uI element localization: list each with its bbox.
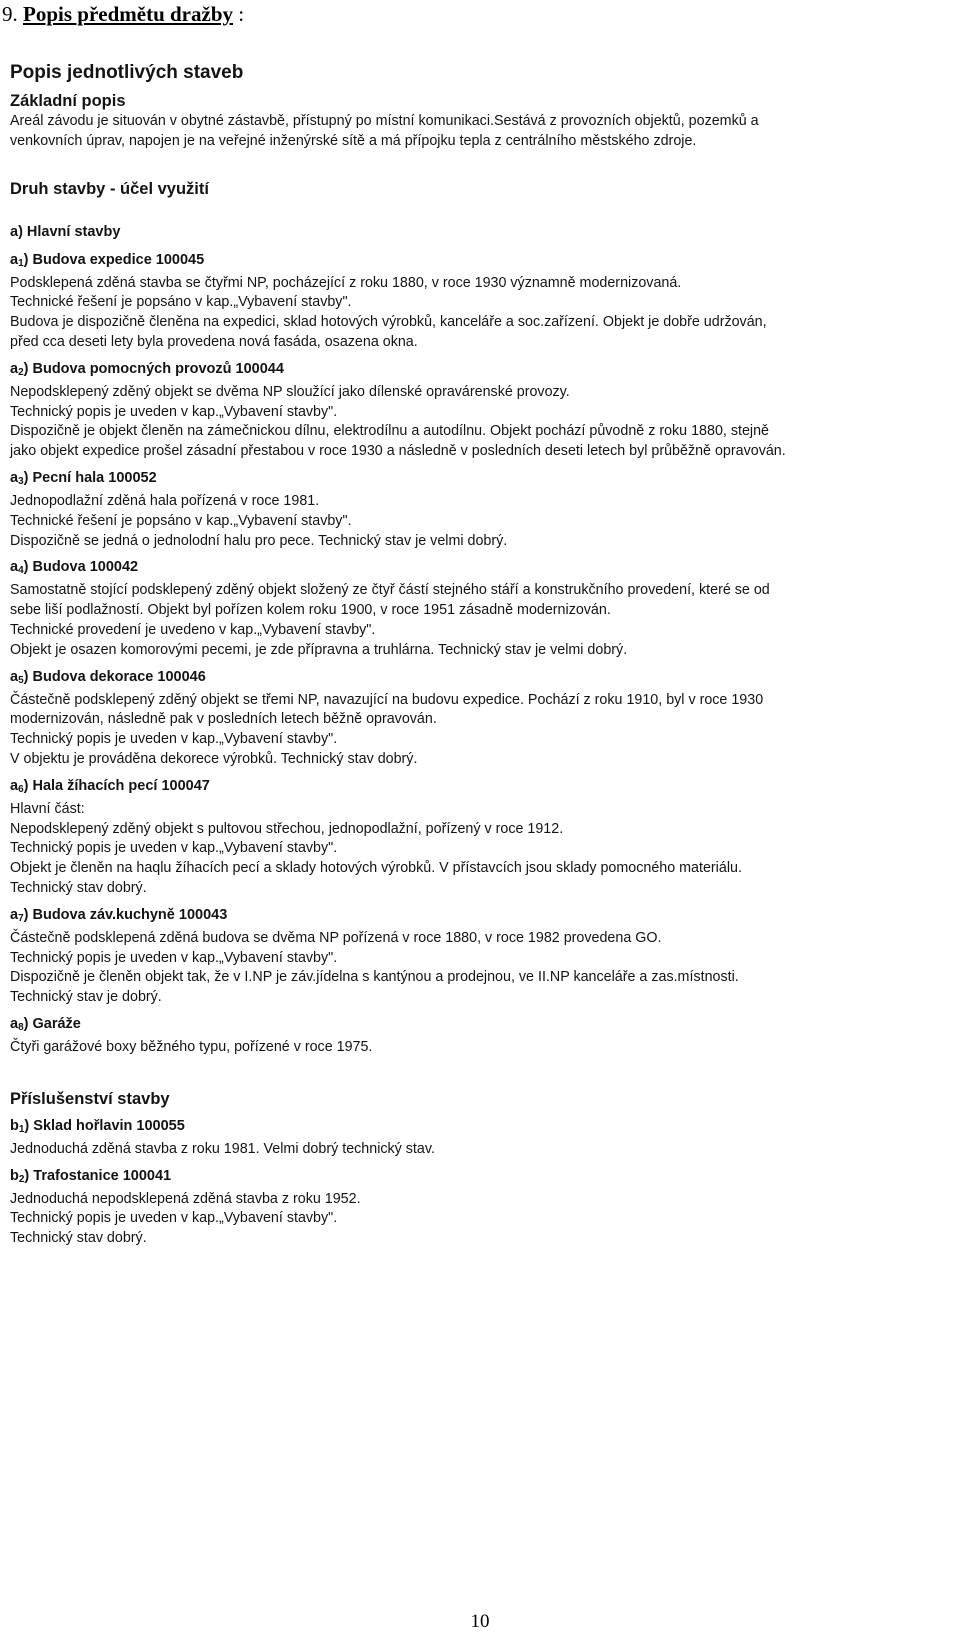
building-section	[10, 1014, 955, 1058]
building-section	[10, 905, 955, 1008]
text-line: Technický popis je uveden v kap.„Vybavení stavby".	[10, 949, 338, 966]
building-title-label: ) Pecní hala 100052	[23, 469, 157, 486]
text-line: modernizován, následně pak v posledních letech běžně opravován.	[10, 711, 437, 728]
main-building-sections	[10, 250, 955, 1058]
building-title-label: ) Budova pomocných provozů 100044	[23, 360, 284, 377]
text-line: Dispozičně se jedná o jednolodní halu pro pece. Technický stav je velmi dobrý.	[10, 532, 508, 549]
text-line: sebe liší podlažností. Objekt byl pořízen kolem roku 1900, v roce 1951 zásadně modernizován.	[10, 602, 611, 619]
building-section	[10, 667, 955, 770]
building-title-index: 7	[18, 912, 24, 924]
text-line: Hlavní část:	[10, 800, 85, 817]
main-heading: a) Hlavní stavby	[10, 223, 121, 240]
building-title-index: 1	[18, 1123, 25, 1135]
accessories-heading: Příslušenství stavby	[10, 1089, 170, 1108]
text-line: Dispozičně je objekt členěn na zámečnickou dílnu, elektrodílnu a autodílnu. Objekt pochází původně z roku 1880, stejně	[10, 423, 770, 440]
building-section	[10, 1116, 955, 1160]
basic-text	[10, 112, 955, 152]
section-number: 9.	[2, 2, 18, 26]
building-title-prefix: a	[10, 559, 19, 576]
text-line: Samostatně stojící podsklepený zděný objekt složený ze čtyř částí stejného stáří a konstrukčního provedení, které se od	[10, 582, 770, 599]
text-line: Technický popis je uveden v kap.„Vybavení stavby".	[10, 1210, 338, 1227]
building-title-label: ) Budova expedice 100045	[23, 251, 205, 268]
text-line: Technické řešení je popsáno v kap.„Vybavení stavby".	[10, 294, 352, 311]
building-title-index: 3	[18, 475, 24, 487]
text-line: V objektu je prováděna dekorece výrobků. Technický stav dobrý.	[10, 750, 418, 767]
building-title-prefix: a	[10, 906, 19, 923]
text-line: jako objekt expedice prošel zásadní přestabou v roce 1930 a následně v posledních deseti letech byl průběžně opravován.	[10, 443, 786, 460]
text-line: Dispozičně je členěn objekt tak, že v I.NP je záv.jídelna s kantýnou a prodejnou, ve II.NP kanceláře a zas.místnosti.	[10, 969, 739, 986]
basic-heading: Základní popis	[10, 92, 126, 110]
building-title-index: 5	[18, 674, 24, 686]
building-title-label: ) Sklad hořlavin 100055	[24, 1117, 185, 1134]
text-line: Čtyři garážové boxy běžného typu, pořízené v roce 1975.	[10, 1038, 373, 1055]
building-title	[10, 468, 955, 492]
building-title-prefix: b	[10, 1117, 19, 1134]
text-line: Technický popis je uveden v kap.„Vybavení stavby".	[10, 840, 338, 857]
text-line: Objekt je členěn na haqlu žíhacích pecí a sklady hotových výrobků. V přístavcích jsou sklady pomocného materiálu.	[10, 860, 742, 877]
building-title	[10, 557, 955, 581]
text-line: Částečně podsklepený zděný objekt se třemi NP, navazující na budovu expedice. Pochází z roku 1910, byl v roce 1930	[10, 691, 764, 708]
building-title	[10, 1166, 955, 1190]
building-title-label: ) Trafostanice 100041	[24, 1167, 172, 1184]
building-title-index: 6	[18, 783, 24, 795]
accessory-sections	[10, 1116, 955, 1249]
building-title	[10, 1116, 955, 1140]
text-line: Jednoduchá nepodsklepená zděná stavba z roku 1952.	[10, 1190, 361, 1207]
text-line: Technický popis je uveden v kap.„Vybavení stavby".	[10, 731, 338, 748]
building-title-label: ) Budova dekorace 100046	[23, 668, 206, 685]
druh-heading: Druh stavby - účel využití	[10, 179, 209, 198]
text-line: Jednopodlažní zděná hala pořízená v roce 1981.	[10, 492, 320, 509]
building-section	[10, 250, 955, 353]
building-title-prefix: a	[10, 1015, 19, 1032]
scanned-document	[10, 61, 955, 1249]
building-title-label: ) Budova záv.kuchyně 100043	[23, 906, 228, 923]
building-section	[10, 359, 955, 462]
building-title-index: 4	[18, 565, 24, 577]
building-title	[10, 1014, 955, 1038]
text-line: Technické řešení je popsáno v kap.„Vybavení stavby".	[10, 512, 352, 529]
text-line: Nepodsklepený zděný objekt se dvěma NP sloužící jako dílenské opravárenské provozy.	[10, 383, 570, 400]
building-section	[10, 776, 955, 899]
building-title-label: ) Budova 100042	[23, 559, 139, 576]
building-title-prefix: a	[10, 668, 19, 685]
text-line: Technický stav dobrý.	[10, 1230, 147, 1247]
text-line: Technický stav je dobrý.	[10, 989, 162, 1006]
section-colon: :	[238, 2, 245, 26]
text-line: Technický popis je uveden v kap.„Vybavení stavby".	[10, 403, 338, 420]
building-title	[10, 250, 955, 274]
building-title-index: 2	[18, 366, 24, 378]
building-title-index: 2	[18, 1173, 25, 1185]
text-line: Částečně podsklepená zděná budova se dvěma NP pořízená v roce 1880, v roce 1982 provedena GO.	[10, 929, 662, 946]
building-title-prefix: a	[10, 360, 19, 377]
building-title	[10, 667, 955, 691]
text-line: Objekt je osazen komorovými pecemi, je zde přípravna a truhlárna. Technický stav je velmi dobrý.	[10, 641, 628, 658]
building-title-label: ) Garáže	[23, 1015, 81, 1032]
text-line: před cca deseti lety byla provedena nová fasáda, osazena okna.	[10, 333, 418, 350]
building-title-prefix: a	[10, 469, 19, 486]
text-line: Budova je dispozičně členěna na expedici, sklad hotových výrobků, kanceláře a soc.zařízení. Objekt je dobře udržován,	[10, 314, 767, 331]
building-title-index: 1	[18, 257, 24, 269]
text-line: Areál závodu je situován v obytné zástavbě, přístupný po místní komunikaci.Sestává z provozních objektů, pozemků a	[10, 113, 759, 129]
building-title-prefix: b	[10, 1167, 19, 1184]
text-line: venkovních úprav, napojen je na veřejné inženýrské sítě a má přípojku tepla z centrálního městského zdroje.	[10, 132, 697, 149]
text-line: Jednoduchá zděná stavba z roku 1981. Velmi dobrý technický stav.	[10, 1140, 435, 1157]
building-title-prefix: a	[10, 777, 19, 794]
document-title: Popis jednotlivých staveb	[10, 62, 244, 83]
building-title	[10, 359, 955, 383]
text-line: Technické provedení je uvedeno v kap.„Vybavení stavby".	[10, 621, 376, 638]
building-section	[10, 468, 955, 551]
text-line: Podsklepená zděná stavba se čtyřmi NP, pocházející z roku 1880, v roce 1930 významně modernizovaná.	[10, 274, 682, 291]
page-number: 10	[470, 1611, 490, 1632]
section-title: Popis předmětu dražby	[23, 2, 233, 26]
building-title	[10, 776, 955, 800]
building-title-index: 8	[18, 1021, 24, 1033]
text-line: Nepodsklepený zděný objekt s pultovou střechou, jednopodlažní, pořízený v roce 1912.	[10, 820, 564, 837]
building-title-prefix: a	[10, 251, 19, 268]
building-title	[10, 905, 955, 929]
building-section	[10, 1166, 955, 1249]
building-title-label: ) Hala žíhacích pecí 100047	[23, 777, 210, 794]
section-header	[2, 2, 244, 27]
text-line: Technický stav dobrý.	[10, 879, 147, 896]
building-section	[10, 557, 955, 660]
